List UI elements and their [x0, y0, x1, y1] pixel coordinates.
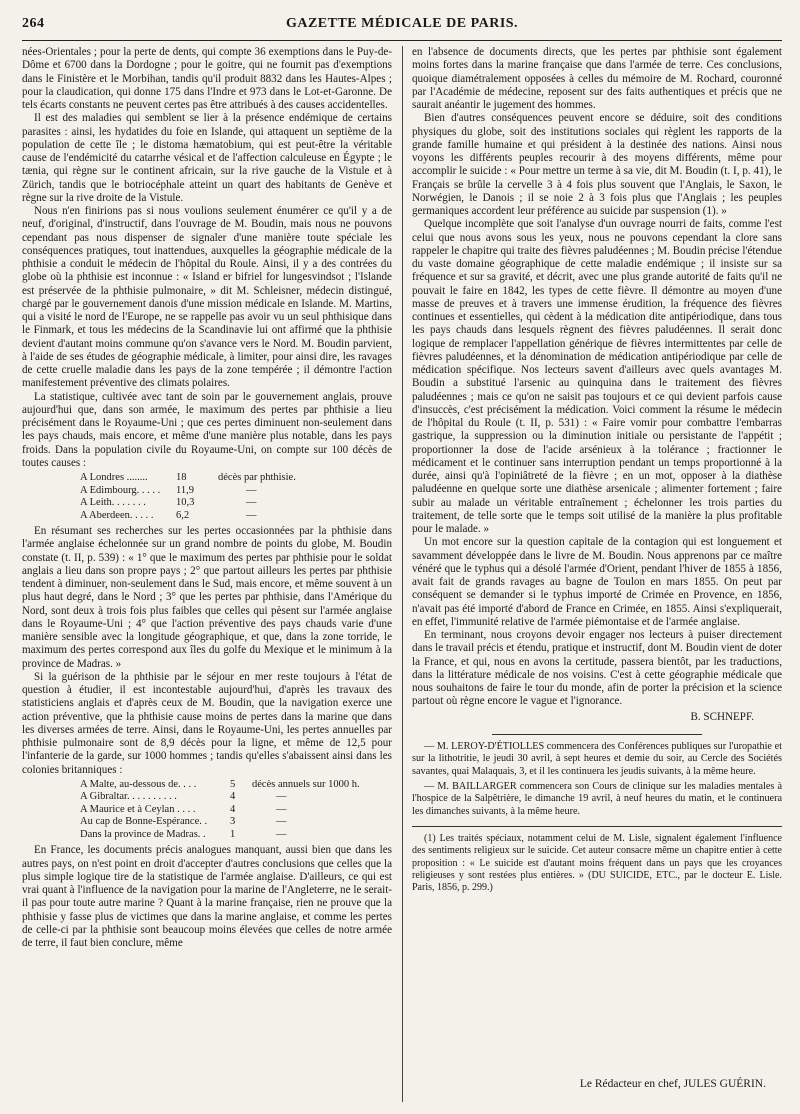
column-divider	[402, 46, 403, 1102]
paragraph: Nous n'en finirions pas si nous voulions seulement énumérer ce qu'il y a de neuf, d'original, d'instructif, dans l'ouvrage de M. Boudin, mais nous ne pouvons cependant pas nous dispenser de signaler d'une manière toute spéciale les conséquences pratiques, tout inattendues, auxquelles la géographie médicale de la phthisie a conduit le médecin de l'hôpital du Roule. Ainsi, il y a des contrées du globe où la phthisie est inconnue : « Island er bifriel for lungesvindsot ; l'Islande est préservée de la phthisie pulmonaire, » dit M. Schleisner, médecin distingué, chargé par le gouvernement danois d'une mission médicale en Islande. M. Martins, qui a visité le nord de l'Europe, ne se rappelle pas avoir vu un seul phthisique dans le Finmark, et tous les médecins de la Scandinavie lui ont affirmé que la phthisie devient d'autant moins commune qu'on s'avance vers le Nord. M. Boudin parvient, à l'aide de ses études de géographie médicale, à limiter, pour ainsi dire, les ravages de cette cruelle maladie dans les pays de la zone tempérée ; il démontre l'action manifestement préventive des climats polaires.	[22, 205, 392, 390]
page-header	[22, 14, 782, 36]
paragraph: Un mot encore sur la question capitale de la contagion qui est longuement et savamment développée dans le livre de M. Boudin. Nous apprenons par ce maître vénéré que le typhus qui a désolé l'armée d'Orient, pendant l'hiver de 1855 à 1856, avait fait de grands ravages au bagne de Toulon en mars 1855. On peut par conséquent se demander si le typhus importé de Crimée en Provence, en 1856, n'avait pas été importé d'abord de France en Crimée, en 1855. Ainsi s'expliquerait, en effet, l'immunité relative de l'armée piémontaise et de l'armée anglaise.	[412, 536, 782, 628]
paragraph: Quelque incomplète que soit l'analyse d'un ouvrage nourri de faits, comme l'est celui que nous avons sous les yeux, nous ne pouvons cependant la clore sans rappeler le chapitre qui traite des fièvres paludéennes ; M. Boudin précise l'étendue du vaste domaine géographique de cette maladie endémique ; il insiste sur sa fréquence et sur sa gravité, et décrit, avec une plus grande autorité de faits qu'il ne pouvait le faire en 1842, les types de cette fièvre. Il démontre au moyen d'une masse de preuves et à travers une immense érudition, la fréquence des fièvres continues et essentielles, qui cèdent à la médication dite antipériodique, dans tous les pays chauds dans lesquels règnent des fièvres paludéennes. Il serait donc logique de remplacer l'appellation générique de fièvres intermittentes par celle de fièvres paludéennes, et la dénomination de médication antipériodique par celle de médication spécifique. Nos lecteurs savent d'ailleurs avec quels avantages M. Boudin a substitué l'arsenic au quinquina dans le traitement des fièvres paludéennes ; mais ce qu'on ne saisit pas toujours et ce qui devient parfois cause d'insuccès, c'est précisément la médication. Voici comment la résume le médecin de l'hôpital du Roule (t. II, p. 531) : « Faire vomir pour combattre l'embarras gastrique, la suppression ou la diminution initiale ou persistante de l'appétit ; proportionner la dose de l'acide arsénieux à la tolérance ; fractionner le médicament et le continuer sans interruption pendant un temps proportionné à la durée, ainsi qu'à l'opiniâtreté de la fièvre ; en un mot, opposer à la diathèse paludéenne en quelque sorte une diathèse arsenicale ; alimenter fortement ; faire subir au malade un véritable entraînement ; échelonner les trois parties du traitement, de telle sorte que le temps soit utilisé de la manière la plus profitable pour le malade. »	[412, 218, 782, 535]
table-row: A Aberdeen. . . . . 6,2 —	[80, 509, 257, 521]
table-row: Dans la province de Madras. . 1 —	[80, 828, 287, 840]
footnote: (1) Les traités spéciaux, notamment celui de M. Lisle, signalent également l'influence des sentiments religieux sur le suicide. Cet auteur consacre même un chapitre entier à cette proposition : « Le suicide est d'autant moins fréquent dans un pays que les croyances religieuses y sont restées plus entières. » (DU SUICIDE, ETC., par le docteur E. Lisle. Paris, 1856, p. 299.)	[412, 833, 782, 893]
table-row: A Malte, au-dessous de. . . . 5 décès annuels sur 1000 h.	[80, 778, 360, 790]
footnote-divider	[412, 826, 782, 827]
table-row: A Maurice et à Ceylan . . . . 4 —	[80, 803, 287, 815]
paragraph: En terminant, nous croyons devoir engager nos lecteurs à puiser directement dans le travail précis et étendu, pratique et instructif, dont M. Boudin vient de doter la France, et qui, nous en avons la certitude, passera bientôt, par les traductions, dans la littérature médicale de nos voisins. C'est à cette géographie médicale que nous souhaitons de faire le tour du monde, afin de porter la précision et la science partout où règne encore le vague et l'ignorance.	[412, 629, 782, 708]
paragraph: La statistique, cultivée avec tant de soin par le gouvernement anglais, prouve aujourd'hui que, dans son armée, le maximum des pertes par phthisie a lieu précisément dans le Royaume-Uni ; que ces pertes diminuent non-seulement dans les pays chauds, mais encore, et même d'une manière plus notable, dans les pays froids. Dans la population civile du Royaume-Uni, on compte sur 100 décès de toutes causes :	[22, 390, 392, 469]
paragraph: Il est des maladies qui semblent se lier à la présence endémique de certains parasites : ainsi, les hydatides du foie en Islande, qui attaquent un septième de la population de cette île ; le distoma hæmatobium, qui est peut-être la véritable cause de l'endémicité du catarrhe vésical et de l'affection calculeuse en Égypte ; le tænia, qui règne sur le continent africain, sur la rive gauche de la Vistule et à Zürich, tandis que le botriocéphale atteint un quart des habitants de Genève et règne sur la rive droite de la Vistule.	[22, 112, 392, 204]
table-row: A Gibraltar. . . . . . . . . . 4 —	[80, 791, 287, 803]
author-signature: B. SCHNEPF.	[690, 710, 754, 723]
announcement: — M. BAILLARGER commencera son Cours de clinique sur les maladies mentales à l'hospice de la Salpêtrière, le dimanche 19 avril, à neuf heures du matin, et le continuera les dimanches suivants, à la même heure.	[412, 780, 782, 817]
editor-in-chief-line: Le Rédacteur en chef, JULES GUÉRIN.	[579, 1078, 766, 1090]
table-row: A Londres ........ 18 décès par phthisie.	[80, 472, 296, 483]
paragraph: nées-Orientales ; pour la perte de dents, qui compte 36 exemptions dans le Puy-de-Dôme et 6700 dans la Dordogne ; pour le goitre, qui ne fournit pas d'exemptions dans le Finistère et le Morbihan, tandis qu'il produit 8832 dans les Hautes-Alpes ; pour la claudication, qui donne 175 dans l'Indre et 973 dans le Lot-et-Garonne. De tels écarts constants ne peuvent certes pas être attribués à des causes accidentelles.	[22, 46, 392, 111]
left-column	[22, 46, 392, 1108]
paragraph: En France, les documents précis analogues manquant, aussi bien que dans les autres pays, on n'est point en droit d'accepter d'autres conclusions que celles que la plus simple logique tire de la statistique de l'armée anglaise. D'ailleurs, ce qui est vrai quant à l'influence de la navigation pour la marine de l'Angleterre, ne le serait-il pas pour toute autre marine ? Quant à la marine française, rien ne prouve que la phthisie y fasse plus de victimes que dans la marine anglaise, et comme les pertes de celle-ci par la phthisie sont beaucoup moins élevées que celles de notre armée de terre, il faut bien conclure, même	[22, 844, 392, 949]
colonies-table	[22, 779, 392, 842]
table-row: A Edimbourg. . . . . 11,9 —	[80, 484, 257, 496]
table-row: A Leith. . . . . . . 10,3 —	[80, 497, 257, 508]
paragraph: En résumant ses recherches sur les pertes occasionnées par la phthisie dans l'armée anglaise échelonnée sur un grand nombre de points du globe, M. Boudin constate (t. II, p. 539) : « 1° que le maximum des pertes par phthisie pour le soldat anglais a lieu dans son propre pays ; 2° que partout ailleurs les pertes par phthisie tendent à diminuer, non-seulement dans le Sud, mais encore, et même souvent à un plus haut degré, dans le Nord ; 3° que les pertes par phthisie, dans l'Amérique du Nord, sont deux à trois fois plus faibles que celles qui pèsent sur l'armée anglaise dans le Royaume-Uni ; 4° que l'action préventive des pays chauds varie d'une manière sensible avec la longitude géographique, et que, dans la zone torride, le maximum des pertes correspond aux îles du golfe du Mexique et le minimum à la province de Madras. »	[22, 525, 392, 670]
table-row: Au cap de Bonne-Espérance. . 3 —	[80, 816, 287, 828]
header-rule	[22, 40, 782, 41]
phthisis-civil-table	[22, 472, 392, 522]
journal-title: GAZETTE MÉDICALE DE PARIS.	[285, 16, 519, 31]
paragraph: en l'absence de documents directs, que les pertes par phthisie sont également moins fortes dans la marine française que dans l'armée de terre. Ces conclusions, quoique diamétralement opposées à celles du mémoire de M. Rochard, couronné par l'Académie de médecine, reposent sur des faits authentiques et précis que ne saurait anéantir le jugement des hommes.	[412, 46, 782, 111]
paragraph: Bien d'autres conséquences peuvent encore se déduire, soit des conditions physiques du globe, soit des institutions sociales qui règlent les rapports de la grande famille humaine et qui président à la destinée des nations. Ainsi nous voyons les différents peuples recourir à des moyens différents, même pour accomplir le suicide : « Pour mettre un terme à sa vie, dit M. Boudin (t. I, p. 41), le Français se brûle la cervelle 3 à 4 fois plus souvent que l'Anglais, le Saxon, le Norwégien, le Danois ; il se noie 2 à 3 fois plus que l'Anglais ; les peuples germaniques accordent leur préférence au suicide par suspension (1). »	[412, 112, 782, 217]
paragraph: Si la guérison de la phthisie par le séjour en mer reste toujours à l'état de question à étudier, il est incontestable aujourd'hui, d'après les travaux des statisticiens anglais et d'après ceux de M. Boudin, que la navigation exerce une action préventive, que la phthisie cause moins de pertes dans la marine que dans les diverses armées de terre. Ainsi, dans le Royaume-Uni, les pertes annuelles par phthisie pulmonaire sont de 8,9 décès pour la ligne, et même de 12,5 pour l'infanterie de la garde, sur 1000 hommes ; tandis qu'elles s'abaissent ainsi dans les colonies britanniques :	[22, 670, 392, 776]
right-column	[412, 46, 782, 1108]
announcement: — M. LEROY-D'ÉTIOLLES commencera des Conférences publiques sur l'uropathie et sur la lithotritie, le jeudi 30 avril, à sept heures et demie du soir, au Cercle des Sociétés savantes, quai Malaquais, 3, et il les continuera les jeudis suivants, à la même heure.	[412, 740, 782, 777]
page-number: 264	[22, 16, 45, 31]
section-divider	[492, 734, 702, 735]
